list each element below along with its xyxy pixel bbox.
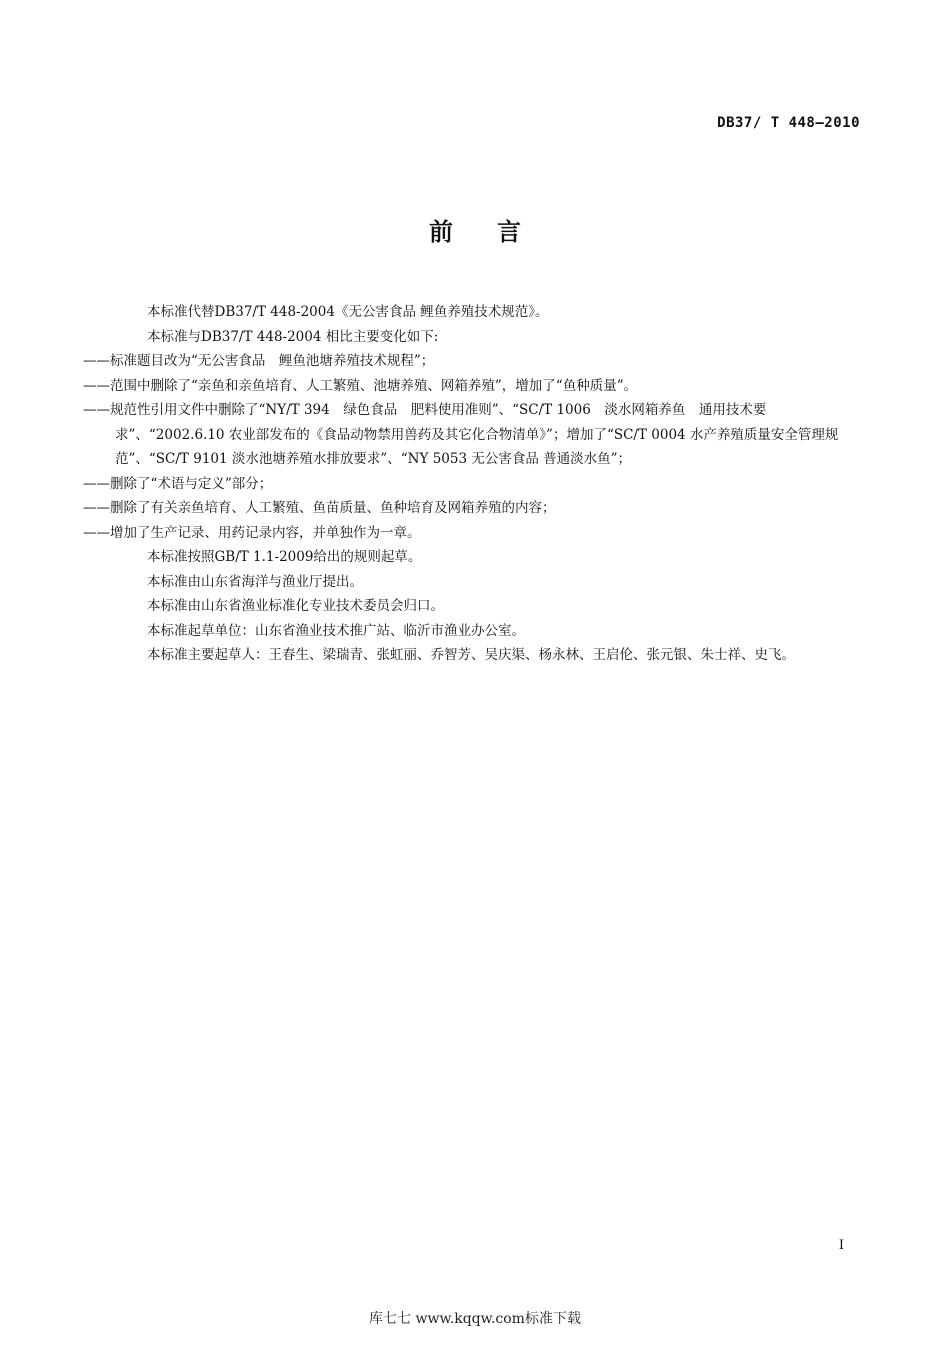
standard-code: DB37/ T 448—2010 — [717, 115, 860, 131]
paragraph-drafting-rules: 本标准按照GB/T 1.1-2009给出的规则起草。 — [147, 549, 422, 565]
paragraph-drafters: 本标准主要起草人：王春生、梁瑞青、张虹丽、乔智芳、吴庆渠、杨永林、王启伦、张元银、朱士祥、史飞。 — [147, 647, 795, 663]
change-item-removed-content: ——删除了有关亲鱼培育、人工繁殖、鱼苗质量、鱼种培育及网箱养殖的内容； — [83, 500, 556, 516]
change-item-scope: ——范围中删除了“亲鱼和亲鱼培育、人工繁殖、池塘养殖、网箱养殖”，增加了“鱼种质量”。 — [83, 377, 638, 394]
change-item-title: ——标准题目改为“无公害食品 鲤鱼池塘养殖技术规程”； — [83, 353, 435, 369]
change-item-records: ——增加了生产记录、用药记录内容，并单独作为一章。 — [83, 524, 421, 541]
paragraph-proposer: 本标准由山东省海洋与渔业厅提出。 — [147, 573, 363, 590]
paragraph-changes-intro: 本标准与DB37/T 448-2004 相比主要变化如下: — [147, 328, 439, 345]
page-title: 前言 — [429, 218, 565, 246]
paragraph-centralized: 本标准由山东省渔业标准化专业技术委员会归口。 — [147, 598, 444, 614]
paragraph-drafting-units: 本标准起草单位：山东省渔业技术推广站、临沂市渔业办公室。 — [147, 622, 525, 639]
change-item-terms: ——删除了“术语与定义”部分； — [83, 475, 273, 492]
change-item-references: ——规范性引用文件中删除了“NY/T 394 绿色食品 肥料使用准则”、“SC/T 1006 淡水网箱养鱼 通用技术要求”、“2002.6.10 农业部发布的《食品动物禁用兽药及其它化合物清单》”；增加了“SC/T 0004 水产养殖质量安全管理规范”、“SC/T 9101 淡水池塘养殖水排放要求”、“NY 5053 无公害食品 普通淡水鱼”； — [83, 402, 839, 467]
paragraph-replaces: 本标准代替DB37/T 448-2004《无公害食品 鲤鱼养殖技术规范》。 — [147, 304, 549, 320]
footer-source: 库七七 www.kqqw.com标准下载 — [369, 1311, 581, 1327]
page-number: I — [838, 1238, 844, 1253]
foreword-body — [83, 300, 860, 668]
